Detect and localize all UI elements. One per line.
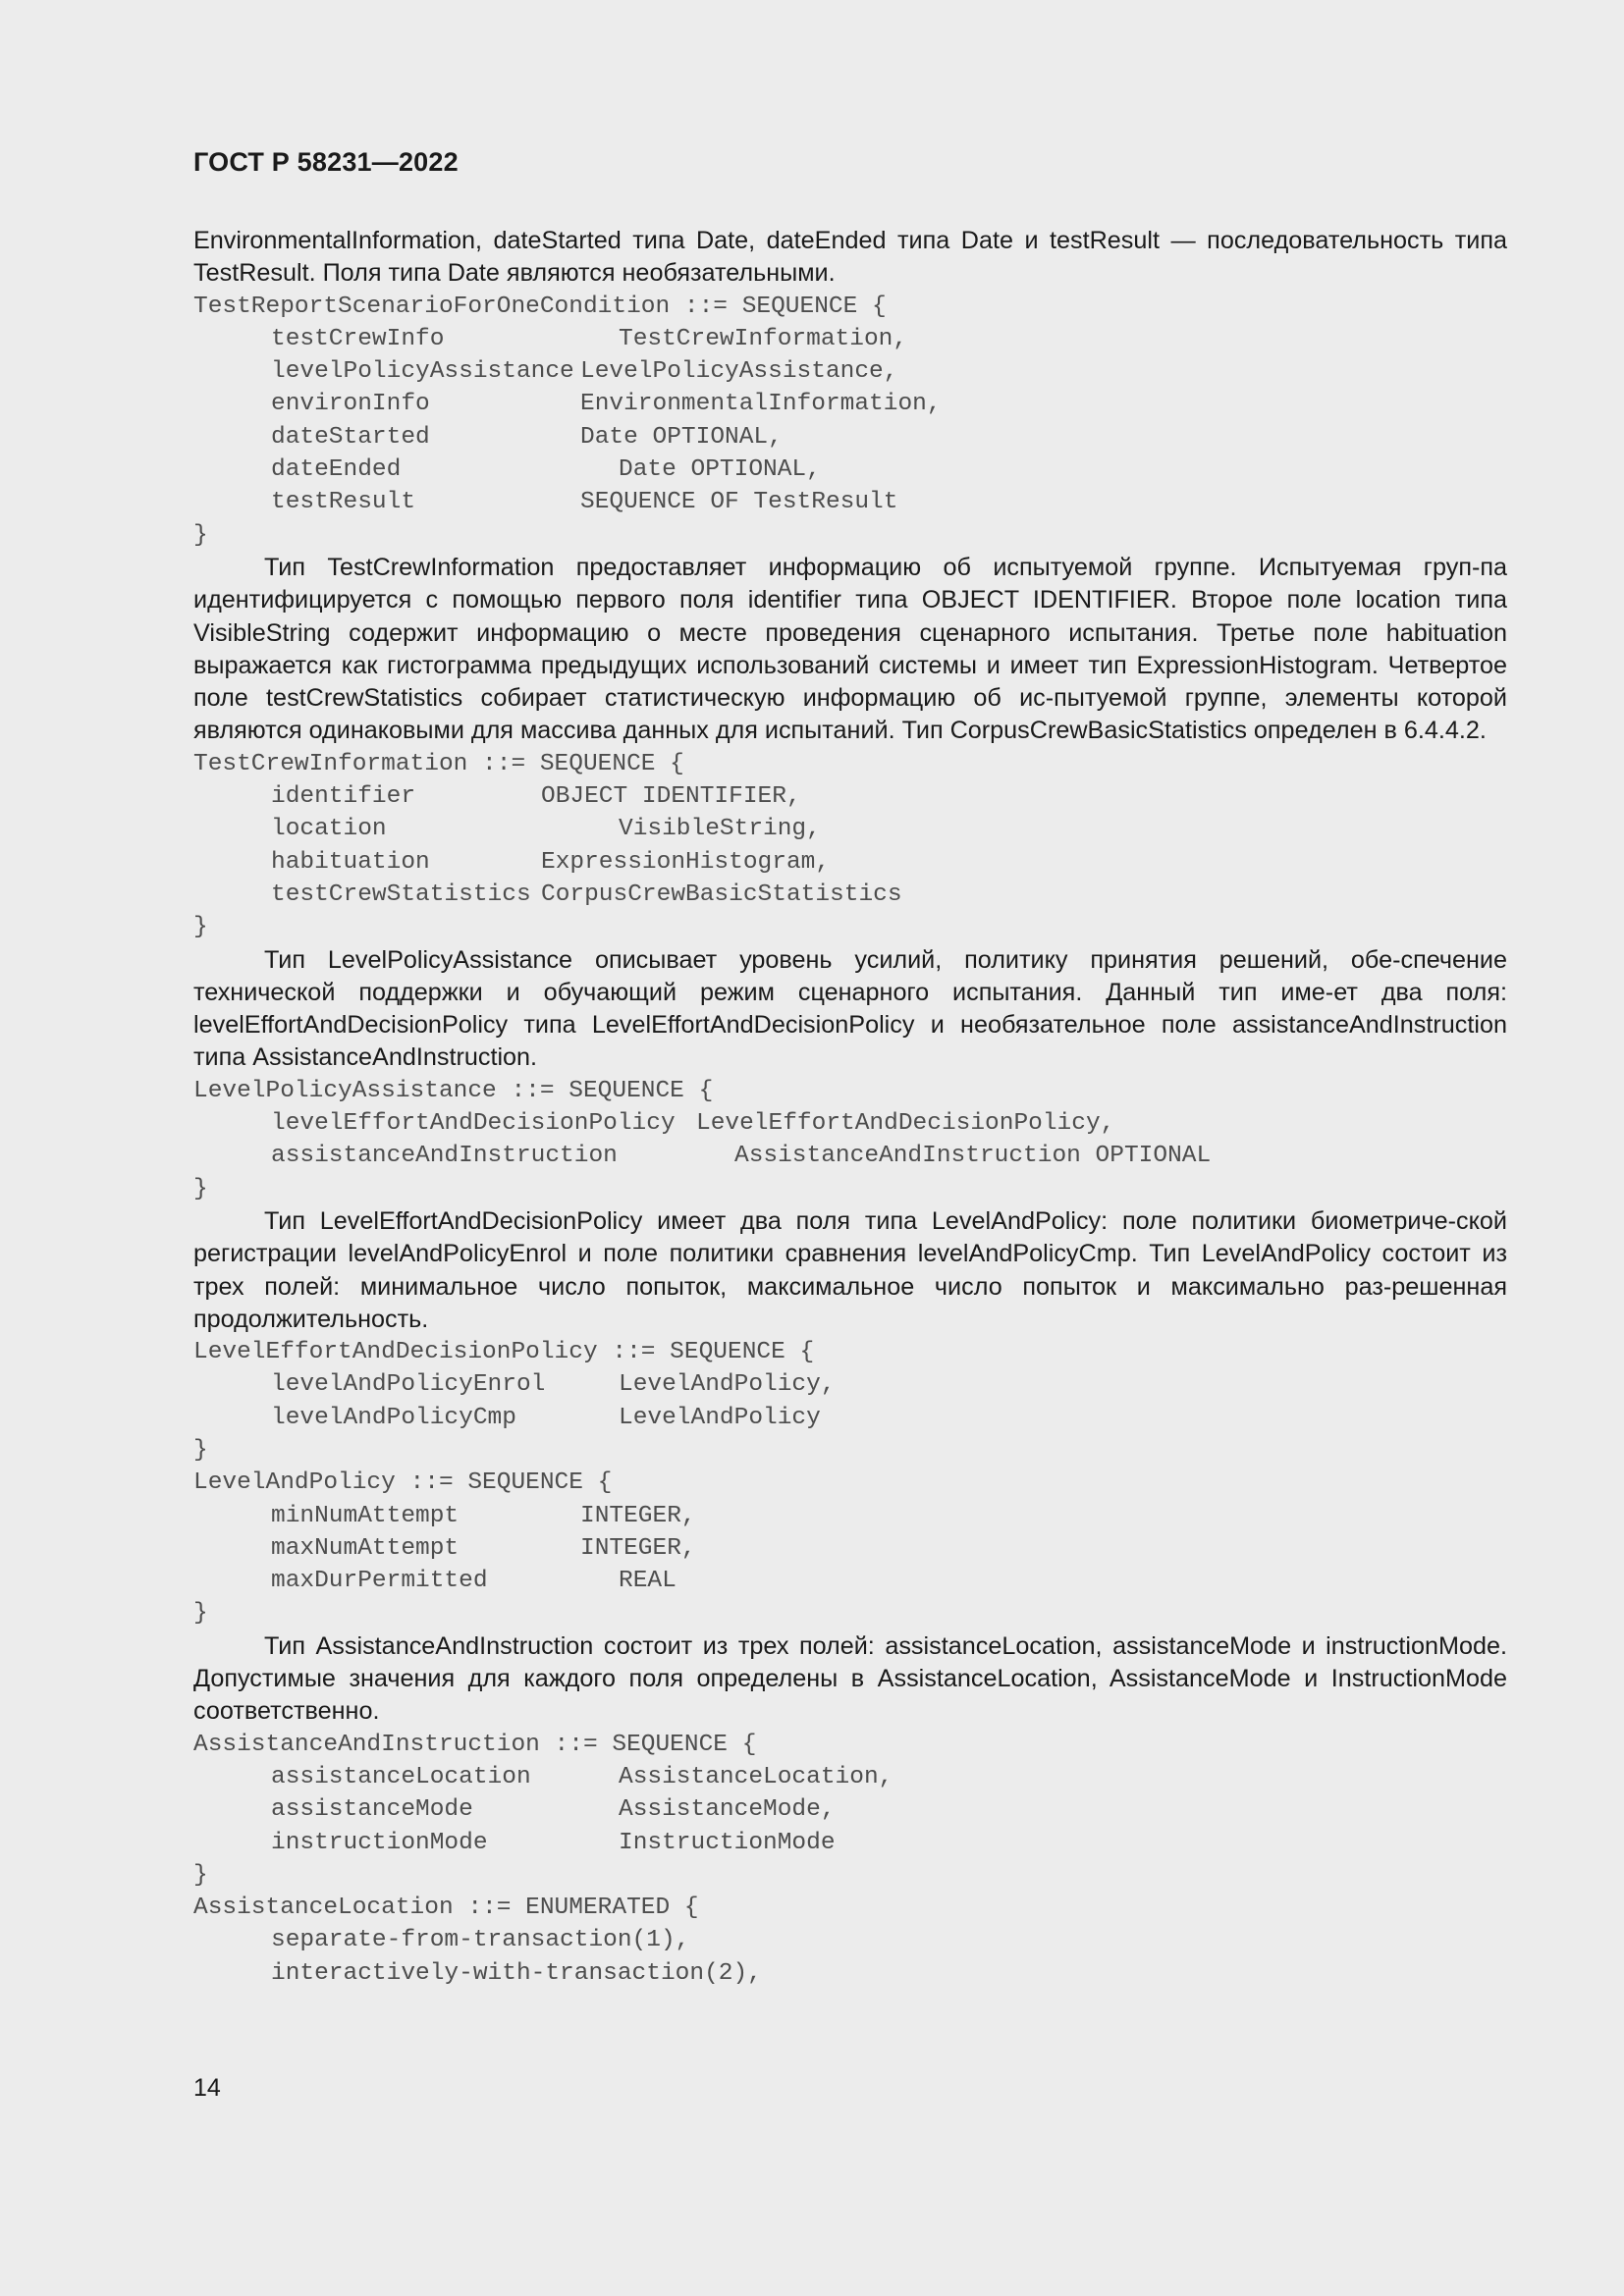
code-field-name: separate-from-transaction(1),	[271, 1927, 690, 1954]
code-field-name: assistanceMode	[271, 1796, 473, 1824]
code-field-type: LevelEffortAndDecisionPolicy,	[696, 1110, 1115, 1138]
code-field-name: assistanceAndInstruction	[271, 1143, 618, 1170]
code-field-type: VisibleString,	[619, 816, 821, 843]
code-field-type: TestCrewInformation,	[619, 325, 908, 352]
code-field-line	[193, 1827, 1507, 1859]
code-field-line	[193, 1140, 1507, 1172]
code-field-line	[193, 1107, 1507, 1140]
body-paragraph: Тип TestCrewInformation предоставляет информацию об испытуемой группе. Испытуемая груп-па идентифицируется с помощью первого поля identifier типа OBJECT IDENTIFIER. Второе поле location типа VisibleString содержит информацию о месте проведения сценарного испытания. Третье поле habituation выражается как гистограмма предыдущих использований системы и имеет тип ExpressionHistogram. Четвертое поле testCrewStatistics собирает статистическую информацию об ис-пытуемой группе, элементы которой являются одинаковыми для массива данных для испытаний. Тип CorpusCrewBasicStatistics определен в 6.4.4.2.	[193, 553, 1507, 745]
code-declaration: LevelAndPolicy ::= SEQUENCE {	[193, 1469, 613, 1497]
code-field-type: CorpusCrewBasicStatistics	[541, 881, 902, 908]
body-paragraph: Тип AssistanceAndInstruction состоит из трех полей: assistanceLocation, assistanceMode и instructionMode. Допустимые значения для каждого поля определены в AssistanceLocation, AssistanceMode и InstructionMode соответственно.	[193, 1631, 1507, 1726]
code-declaration: AssistanceLocation ::= ENUMERATED {	[193, 1895, 699, 1922]
code-field-line	[193, 1565, 1507, 1597]
code-field-line	[193, 454, 1507, 486]
code-field-line	[193, 1957, 1507, 1990]
code-field-name: habituation	[271, 848, 430, 876]
code-closing-brace: }	[193, 1175, 208, 1202]
code-field-name: testCrewStatistics	[271, 881, 531, 908]
body-paragraph: Тип LevelEffortAndDecisionPolicy имеет два поля типа LevelAndPolicy: поле политики биометриче-ской регистрации levelAndPolicyEnrol и поле политики сравнения levelAndPolicyCmp. Тип LevelAndPolicy состоит из трех полей: минимальное число попыток, максимальное число попыток и максимально раз-решенная продолжительность.	[193, 1206, 1507, 1333]
code-declaration: LevelEffortAndDecisionPolicy ::= SEQUENCE {	[193, 1339, 815, 1366]
code-field-name: identifier	[271, 783, 416, 811]
code-field-line	[193, 1924, 1507, 1956]
code-field-name: instructionMode	[271, 1829, 488, 1856]
code-field-type: ExpressionHistogram,	[541, 848, 831, 876]
code-field-name: levelAndPolicyEnrol	[271, 1371, 546, 1399]
code-field-name: testResult	[271, 489, 416, 516]
code-field-line	[193, 780, 1507, 813]
code-field-line	[193, 813, 1507, 845]
code-field-name: interactively-with-transaction(2),	[271, 1959, 762, 1987]
code-field-line	[193, 1402, 1507, 1434]
code-declaration: TestCrewInformation ::= SEQUENCE {	[193, 750, 684, 777]
code-closing-brace: }	[193, 1436, 208, 1464]
code-field-name: minNumAttempt	[271, 1502, 460, 1529]
code-field-type: OBJECT IDENTIFIER,	[541, 783, 801, 811]
code-field-type: InstructionMode	[619, 1829, 836, 1856]
code-closing-brace: }	[193, 914, 208, 941]
page-body	[193, 225, 1507, 1990]
code-field-name: dateStarted	[271, 423, 430, 451]
page-number: 14	[193, 2074, 221, 2102]
asn-test-report-scenario	[193, 291, 1507, 552]
code-closing-brace: }	[193, 521, 208, 549]
code-field-line	[193, 846, 1507, 879]
code-field-name: levelEffortAndDecisionPolicy	[271, 1110, 676, 1138]
code-field-type: SEQUENCE OF TestResult	[580, 489, 898, 516]
code-field-name: testCrewInfo	[271, 325, 445, 352]
code-declaration: AssistanceAndInstruction ::= SEQUENCE {	[193, 1731, 757, 1758]
code-field-type: AssistanceAndInstruction OPTIONAL	[734, 1143, 1212, 1170]
code-field-type: EnvironmentalInformation,	[580, 391, 942, 418]
body-paragraph: EnvironmentalInformation, dateStarted типа Date, dateEnded типа Date и testResult — последовательность типа TestResult. Поля типа Date являются необязательными.	[193, 227, 1507, 288]
code-closing-brace: }	[193, 1861, 208, 1889]
code-field-name: location	[271, 816, 387, 843]
code-field-name: assistanceLocation	[271, 1763, 531, 1790]
code-field-type: INTEGER,	[580, 1534, 696, 1562]
code-field-type: Date OPTIONAL,	[580, 423, 783, 451]
code-field-type: LevelPolicyAssistance,	[580, 358, 898, 386]
asn-assistance-and-instruction	[193, 1729, 1507, 1990]
code-field-line	[193, 323, 1507, 355]
asn-test-crew-information	[193, 748, 1507, 944]
code-field-name: dateEnded	[271, 456, 402, 484]
code-field-type: INTEGER,	[580, 1502, 696, 1529]
document-header: ГОСТ Р 58231—2022	[193, 147, 459, 177]
asn-level-effort-and-decision-policy	[193, 1336, 1507, 1630]
code-declaration: TestReportScenarioForOneCondition ::= SEQUENCE {	[193, 293, 887, 320]
code-field-name: levelAndPolicyCmp	[271, 1404, 516, 1431]
code-field-line	[193, 421, 1507, 454]
code-field-type: LevelAndPolicy,	[619, 1371, 836, 1399]
code-field-name: environInfo	[271, 391, 430, 418]
code-closing-brace: }	[193, 1600, 208, 1628]
code-field-line	[193, 1500, 1507, 1532]
code-field-line	[193, 1761, 1507, 1793]
code-field-line	[193, 1793, 1507, 1826]
code-field-name: levelPolicyAssistance	[271, 358, 574, 386]
code-field-name: maxDurPermitted	[271, 1568, 488, 1595]
asn-level-policy-assistance	[193, 1075, 1507, 1205]
code-field-line	[193, 1532, 1507, 1565]
code-field-type: Date OPTIONAL,	[619, 456, 821, 484]
code-field-line	[193, 355, 1507, 388]
code-field-line	[193, 486, 1507, 518]
code-field-line	[193, 879, 1507, 911]
code-field-name: maxNumAttempt	[271, 1534, 460, 1562]
code-field-line	[193, 1368, 1507, 1401]
code-field-type: REAL	[619, 1568, 677, 1595]
code-declaration: LevelPolicyAssistance ::= SEQUENCE {	[193, 1077, 714, 1104]
body-paragraph: Тип LevelPolicyAssistance описывает уровень усилий, политику принятия решений, обе-спечение технической поддержки и обучающий режим сценарного испытания. Данный тип име-ет два поля: levelEffortAndDecisionPolicy типа LevelEffortAndDecisionPolicy и необязательное поле assistanceAndInstruction типа AssistanceAndInstruction.	[193, 945, 1507, 1072]
code-field-type: LevelAndPolicy	[619, 1404, 821, 1431]
code-field-type: AssistanceMode,	[619, 1796, 836, 1824]
code-field-type: AssistanceLocation,	[619, 1763, 893, 1790]
code-field-line	[193, 388, 1507, 420]
